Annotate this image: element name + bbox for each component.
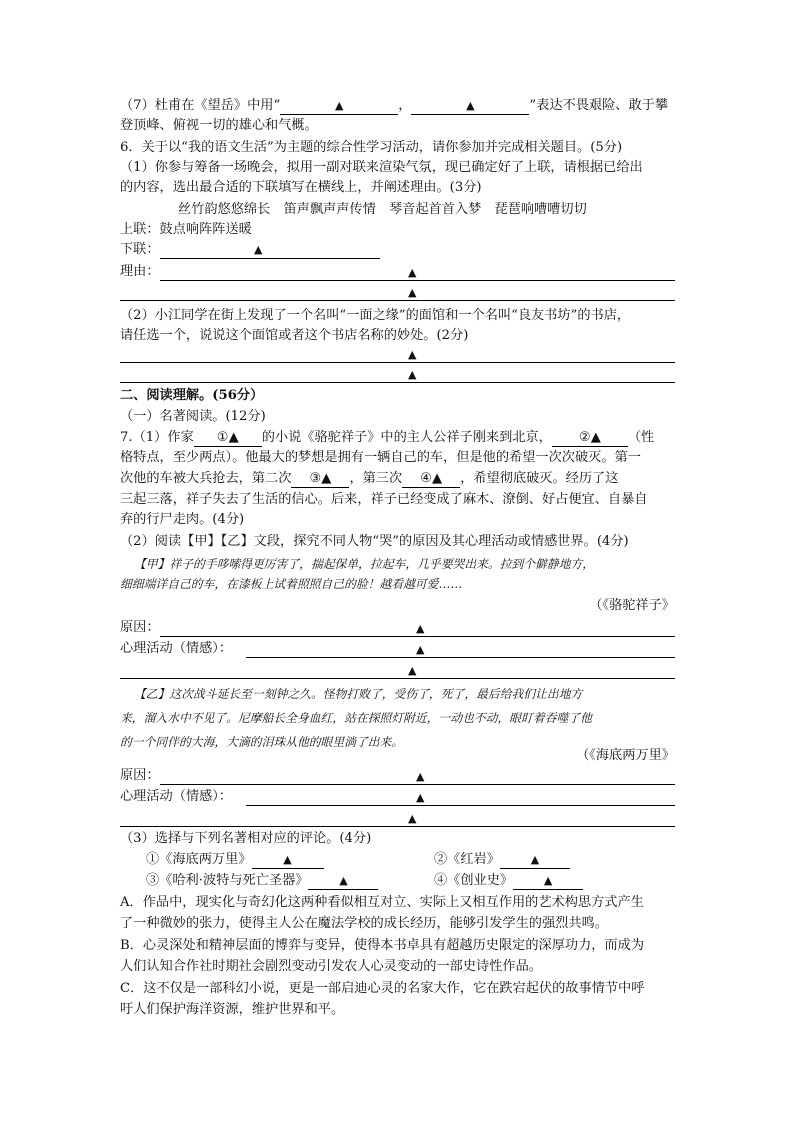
q6-p1-line-1: （1）你参与筹备一场晚会，拟用一副对联来渲染气氛，现已确定好了上联，请根据已给出 xyxy=(120,160,643,175)
q7b-l1-b: 的小说《骆驼祥子》中的主人公祥子刚来到北京， xyxy=(261,430,552,445)
comment-C-line-1: C．这不仅是一部科幻小说，更是一部启迪心灵的名家大作，它在跌宕起伏的故事情节中呼 xyxy=(120,981,645,996)
q7b-blank-3-label: ③▲ xyxy=(309,471,332,486)
q7b-blank-4[interactable] xyxy=(402,471,460,488)
answer-triangle-icon: ▲ xyxy=(416,791,425,804)
q7b-blank-2[interactable] xyxy=(552,430,628,447)
couplet-options: 丝竹韵悠悠绵长 笛声飘声声传情 琴音起首首入梦 琵琶响嘈嘈切切 xyxy=(178,202,587,217)
q7b-blank-2-label: ②▲ xyxy=(578,430,601,445)
q6-p2-line-2: 请任选一个，说说这个面馆或者这个书店名称的妙处。(2分) xyxy=(120,328,469,343)
comment-A-line-2: 了一种微妙的张力，使得主人公在魔法学校的成长经历，能够引发学生的强烈共鸣。 xyxy=(120,916,608,931)
q7b-p3: （3）选择与下列名著相对应的评论。(4分) xyxy=(120,831,372,846)
q7b-l3-b: ，第三次 xyxy=(349,471,403,486)
q7-pre: （7）杜甫在《望岳》中用“ xyxy=(120,98,281,113)
jia-yuanyin-label: 原因： xyxy=(120,620,160,635)
option-1-row xyxy=(146,850,324,870)
yi-source: （《海底两万里》 xyxy=(576,748,675,763)
jia-xinli-line-2[interactable] xyxy=(120,678,675,679)
liyou-answer-line-2[interactable] xyxy=(120,300,675,301)
q6-p1-line-2: 的内容，选出最合适的下联填写在横线上，并阐述理由。(3分) xyxy=(120,180,482,195)
option-1: ①《海底两万里》 xyxy=(146,852,252,867)
q7b-l3-a: 次他的车被大兵抢去，第二次 xyxy=(120,471,292,486)
answer-triangle-icon: ▲ xyxy=(530,853,540,866)
section-2-sub-1: （一）名著阅读。(12分) xyxy=(120,409,266,424)
q7-blank-1[interactable] xyxy=(280,98,398,115)
q7b-line-3 xyxy=(120,469,618,489)
yi-yuanyin-label: 原因： xyxy=(120,768,160,783)
answer-triangle-icon: ▲ xyxy=(543,874,553,887)
answer-triangle-icon: ▲ xyxy=(466,99,475,112)
q7b-line-4: 三起三落，祥子失去了生活的信心。后来，祥子已经变成了麻木、潦倒、好占便宜、自暴自 xyxy=(120,492,648,507)
option-3-row xyxy=(146,871,378,891)
shanglian: 上联：鼓点响阵阵送暖 xyxy=(120,222,252,237)
comment-A-line-1: A．作品中，现实化与奇幻化这两种看似相互对立、实际上又相互作用的艺术构思方式产生 xyxy=(120,895,644,910)
comment-B-line-2: 人们认知合作社时期社会剧烈变动引发农人心灵变动的一部史诗性作品。 xyxy=(120,959,542,974)
option-3: ③《哈利·波特与死亡圣器》 xyxy=(146,873,309,888)
option-1-blank[interactable] xyxy=(252,852,324,869)
q7b-l1-a: 7.（1）作家 xyxy=(120,430,194,445)
q6-p2-line-1: （2）小江同学在街上发现了一个名叫“一面之缘”的面馆和一个名叫“良友书坊”的书店， xyxy=(120,308,631,323)
xialian-answer-line[interactable] xyxy=(160,258,380,259)
option-2-row xyxy=(434,850,570,870)
comment-B-line-1: B．心灵深处和精神层面的博弈与变异，使得本书卓具有超越历史限定的深厚功力，而成为 xyxy=(120,938,644,953)
q7b-line-1 xyxy=(120,428,654,448)
answer-triangle-icon: ▲ xyxy=(339,874,348,887)
answer-triangle-icon: ▲ xyxy=(416,643,425,656)
answer-triangle-icon: ▲ xyxy=(408,664,417,677)
answer-triangle-icon: ▲ xyxy=(408,812,417,825)
jia-xinli-label: 心理活动（情感）： xyxy=(120,641,233,656)
q7b-p2: （2）阅读【甲】【乙】文段，探究不同人物“哭”的原因及其心理活动或情感世界。(4分) xyxy=(120,534,629,549)
option-2: ②《红岩》 xyxy=(434,852,500,867)
answer-triangle-icon: ▲ xyxy=(283,853,292,866)
q6-intro: 6．关于以“我的语文生活”为主题的综合性学习活动，请你参加并完成相关题目。(5分) xyxy=(120,140,623,155)
answer-triangle-icon: ▲ xyxy=(408,286,417,299)
yi-line-2: 来，溜入水中不见了。尼摩船长全身血红，站在探照灯附近，一动也不动，眼盯着吞噬了他 xyxy=(120,711,592,725)
answer-triangle-icon: ▲ xyxy=(408,266,417,279)
q7-blank-2[interactable] xyxy=(411,98,529,115)
option-3-blank[interactable] xyxy=(308,873,378,890)
jia-xinli-line-1[interactable] xyxy=(246,657,675,658)
answer-triangle-icon: ▲ xyxy=(408,348,417,361)
q7b-l1-c: （性 xyxy=(627,430,655,445)
jia-yuanyin-line[interactable] xyxy=(160,636,675,637)
option-4: ④《创业史》 xyxy=(434,873,514,888)
q7b-line-2: 格特点，至少两点）。他最大的梦想是拥有一辆自己的车，但是他的希望一次次破灭。第一 xyxy=(120,450,641,465)
section-2-title: 二、阅读理解。(56分） xyxy=(120,388,264,403)
jia-source: （《骆驼祥子》 xyxy=(589,598,675,613)
yi-yuanyin-line[interactable] xyxy=(160,784,675,785)
yi-xinli-label: 心理活动（情感）： xyxy=(120,789,233,804)
yi-xinli-line-1[interactable] xyxy=(246,805,675,806)
answer-triangle-icon: ▲ xyxy=(416,770,425,783)
q7-post: ”表达不畏艰险、敢于攀 xyxy=(529,98,669,113)
answer-triangle-icon: ▲ xyxy=(254,243,263,256)
q7b-blank-1-label: ①▲ xyxy=(216,430,239,445)
answer-triangle-icon: ▲ xyxy=(334,99,344,112)
comment-C-line-2: 吁人们保护海洋资源，维护世界和平。 xyxy=(120,1002,345,1017)
q6-p2-answer-line-1[interactable] xyxy=(120,362,675,363)
yi-line-1: 【乙】这次战斗延长至一刻钟之久。怪物打败了，受伤了，死了，最后给我们让出地方 xyxy=(134,687,583,701)
jia-line-2: 细细端详自己的车，在漆板上试着照照自己的脸！越看越可爱…… xyxy=(120,577,463,591)
answer-triangle-icon: ▲ xyxy=(416,622,425,635)
q7b-blank-4-label: ④▲ xyxy=(420,471,443,486)
answer-triangle-icon: ▲ xyxy=(408,368,417,381)
q7b-blank-3[interactable] xyxy=(291,471,349,488)
q7-mid: ， xyxy=(398,98,412,113)
yi-line-3: 的一个同伴的大海，大滴的泪珠从他的眼里淌了出来。 xyxy=(120,735,404,749)
option-2-blank[interactable] xyxy=(500,852,570,869)
liyou-answer-line-1[interactable] xyxy=(160,280,675,281)
q7-line-1 xyxy=(120,96,668,116)
q7b-line-5: 弃的行尸走肉。(4分) xyxy=(120,512,245,527)
yi-xinli-line-2[interactable] xyxy=(120,826,675,827)
liyou-label: 理由： xyxy=(120,264,160,279)
q7b-blank-1[interactable] xyxy=(194,430,262,447)
q6-p2-answer-line-2[interactable] xyxy=(120,382,675,383)
q7-line-2: 登顶峰、俯视一切的雄心和气概。 xyxy=(120,118,318,133)
option-4-blank[interactable] xyxy=(513,873,583,890)
jia-line-1: 【甲】祥子的手哆嗦得更厉害了，揣起保单，拉起车，几乎要哭出来。拉到个僻静地方， xyxy=(134,557,595,571)
option-4-row xyxy=(434,871,583,891)
xialian-label: 下联： xyxy=(120,242,160,257)
q7b-l3-c: ，希望彻底破灭。经历了这 xyxy=(460,471,619,486)
